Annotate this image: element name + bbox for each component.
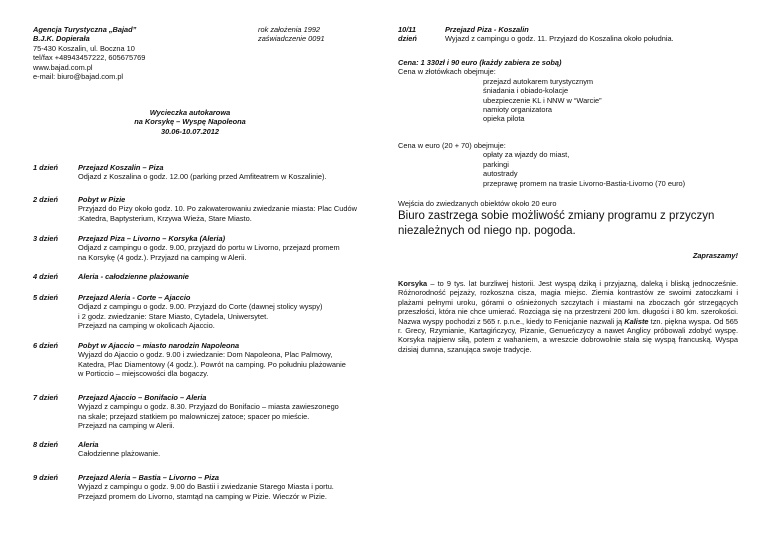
agency-owner: B.J.K. Dopierała xyxy=(33,34,90,44)
agency-contact xyxy=(33,25,233,81)
day-title: Pobyt w Pizie xyxy=(78,195,126,204)
day-title: Aleria - całodzienne plażowanie xyxy=(78,272,189,281)
agency-phone: tel/fax +48943457222, 605675769 xyxy=(33,53,146,63)
day-text: Przyjazd do Pizy około godz. 10. Po zakwaterowaniu zwiedzanie miasta: Plac Cudów xyxy=(78,204,357,214)
price-pln-intro: Cena w złotówkach obejmuje: xyxy=(398,67,496,77)
trip-title xyxy=(100,108,280,136)
day-label-word: dzień xyxy=(398,34,417,44)
day-label: 7 dzień xyxy=(33,393,59,402)
day-title: Przejazd Piza - Koszalin xyxy=(445,25,529,34)
day-text: Przejazd na camping w okolicach Ajaccio. xyxy=(78,321,215,331)
day-text: i 2 godz. zwiedzanie: Stare Miasto, Cytadela, Uniwersytet. xyxy=(78,311,269,321)
agency-address: 75-430 Koszalin, ul. Boczna 10 xyxy=(33,43,135,53)
day-text: Wyjazd z campingu o godz. 9.00 do Bastii i zwiedzanie Starego Miasta i portu. xyxy=(78,482,334,492)
trip-dates: 30.06-10.07.2012 xyxy=(161,126,219,136)
day-title: Przejazd Ajaccio – Bonifacio – Aleria xyxy=(78,393,207,402)
list-item: śniadania i obiado-kolacje xyxy=(483,86,569,96)
founded-year: rok założenia 1992 xyxy=(258,25,321,34)
day-text: w Porticcio – miejscowości dla bogaczy. xyxy=(78,369,209,379)
list-item: namioty organizatora xyxy=(483,105,553,115)
day-title: Przejazd Piza – Livorno – Korsyka (Aleria) xyxy=(78,234,226,243)
entrance-fees: Wejścia do zwiedzanych obiektów około 20 euro xyxy=(398,199,557,208)
day-title: Przejazd Aleria - Corte – Ajaccio xyxy=(78,293,191,302)
certificate-number: zaświadczenie 0091 xyxy=(258,34,325,44)
day-label: 1 dzień xyxy=(33,163,59,172)
corsica-description xyxy=(398,279,738,354)
agency-email[interactable]: e-mail: biuro@bajad.com.pl xyxy=(33,72,124,82)
price-section xyxy=(398,58,738,124)
price-eur-section xyxy=(398,141,738,188)
list-item: ubezpieczenie KL i NNW w “Warcie” xyxy=(483,95,602,105)
list-item: autostrady xyxy=(483,169,518,179)
corsica-text-part1: – to 9 tys. lat burzliwej historii. Jest wyspą dziką i przyjazną, daleką i bliską jednocześnie. Różnorodność pejzaży, rozkoszna cisza, magia miejsc. Ziemia kontrastów ze swoimi zatoczkami i plażami pełnymi uroku, górami o ośnieżonych szczytach i miastami na zboczach gór strzegących przeszłości, która nie chce umierać. Rozciąga się na przestrzeni 200 km. długości i 80 km. szerokości. Nazwa wyspy pochodzi z 565 r. p.n.e., kiedy to Fenicjanie nazwali ją xyxy=(398,279,738,326)
list-item: opieka pilota xyxy=(483,114,525,124)
day-text: Przejazd promem do Livorno, stamtąd na camping w Pizie. Wieczór w Pizie. xyxy=(78,491,327,501)
price-pln-list xyxy=(483,77,738,124)
day-title: Aleria xyxy=(78,440,99,449)
day-title: Przejazd Koszalin – Piza xyxy=(78,163,164,172)
list-item: przeprawę promem na trasie Livorno-Bastia-Livorno (70 euro) xyxy=(483,178,686,188)
day-text: Wyjazd z campingu o godz. 8.30. Przyjazd do Bonifacio – miasta zawieszonego xyxy=(78,402,339,412)
agency-registration xyxy=(258,25,368,44)
day-title: Pobyt w Ajaccio – miasto narodzin Napoleona xyxy=(78,341,240,350)
list-item: parkingi xyxy=(483,159,509,169)
day-label: 4 dzień xyxy=(33,272,59,281)
day-label-number: 10/11 xyxy=(398,25,416,34)
day-text: Wyjazd do Ajaccio o godz. 9.00 i zwiedzanie: Dom Napoleona, Plac Palmowy, xyxy=(78,350,333,360)
corsica-name: Korsyka xyxy=(398,279,428,288)
price-eur-list xyxy=(483,150,738,188)
day-label: 9 dzień xyxy=(33,473,59,482)
day-text: Odjazd z campingu o godz. 9.00. Przyjazd do Corte (dawnej stolicy wyspy) xyxy=(78,302,323,312)
day-text: na skale; przejazd statkiem po malowniczej zatoce; spacer po mieście. xyxy=(78,411,310,421)
day-text: Odjazd z campingu o godz. 9.00, przyjazd do portu w Livorno, przejazd promem xyxy=(78,243,340,253)
price-heading: Cena: 1 330zł i 90 euro (każdy zabiera ze sobą) xyxy=(398,58,562,67)
day-text: Wyjazd z campingu o godz. 11. Przyjazd do Koszalina około południa. xyxy=(445,34,674,44)
trip-title-line1: Wycieczka autokarowa xyxy=(149,108,231,117)
agency-name: Agencja Turystyczna „Bajad” xyxy=(33,25,137,34)
invitation: Zapraszamy! xyxy=(692,251,738,260)
price-eur-intro: Cena w euro (20 + 70) obejmuje: xyxy=(398,141,506,150)
day-text: Odjazd z Koszalina o godz. 12.00 (parking przed Amfiteatrem w Koszalinie). xyxy=(78,172,327,182)
corsica-kaliste: Kaliste xyxy=(624,316,649,326)
day-text: Katedra, Plac Diamentowy (4 godz.). Powrót na camping. Po południu plażowanie xyxy=(78,359,346,369)
day-label xyxy=(398,25,417,44)
day-label: 8 dzień xyxy=(33,440,59,449)
corsica-text-part2: tzn. piękna wyspa. Od 565 r. Grecy, Rzymianie, Kartagińczycy, Pizanie, Genueńczycy a nawet Anglicy próbowali zdobyć wyspę. Korsyka najpierw siłą, potem z wahaniem, a wreszcie dobrowolnie stała się wyspą francuską. Wyspa dzisiaj dumna, szanująca swoje tradycje. xyxy=(398,316,738,354)
day-label: 5 dzień xyxy=(33,293,59,302)
day-text: Przejazd na camping w Alerii. xyxy=(78,421,175,431)
trip-title-line2: na Korsykę – Wyspę Napoleona xyxy=(134,117,246,127)
day-text: Całodzienne plażowanie. xyxy=(78,449,161,459)
day-label: 6 dzień xyxy=(33,341,59,350)
list-item: opłaty za wjazdy do miast, xyxy=(483,150,570,160)
day-title: Przejazd Aleria – Bastia – Livorno – Piza xyxy=(78,473,220,482)
day-label: 2 dzień xyxy=(33,195,59,204)
day-text: :Katedra, Baptysterium, Krzywa Wieża, Stare Miasto. xyxy=(78,213,252,223)
agency-website[interactable]: www.bajad.com.pl xyxy=(33,62,93,72)
day-text: na Korsykę (4 godz.). Przyjazd na camping w Alerii. xyxy=(78,252,247,262)
program-disclaimer: Biuro zastrzega sobie możliwość zmiany programu z przyczyn niezależnych od niego np. pogoda. xyxy=(398,210,715,237)
list-item: przejazd autokarem turystycznym xyxy=(483,76,594,86)
day-label: 3 dzień xyxy=(33,234,59,243)
